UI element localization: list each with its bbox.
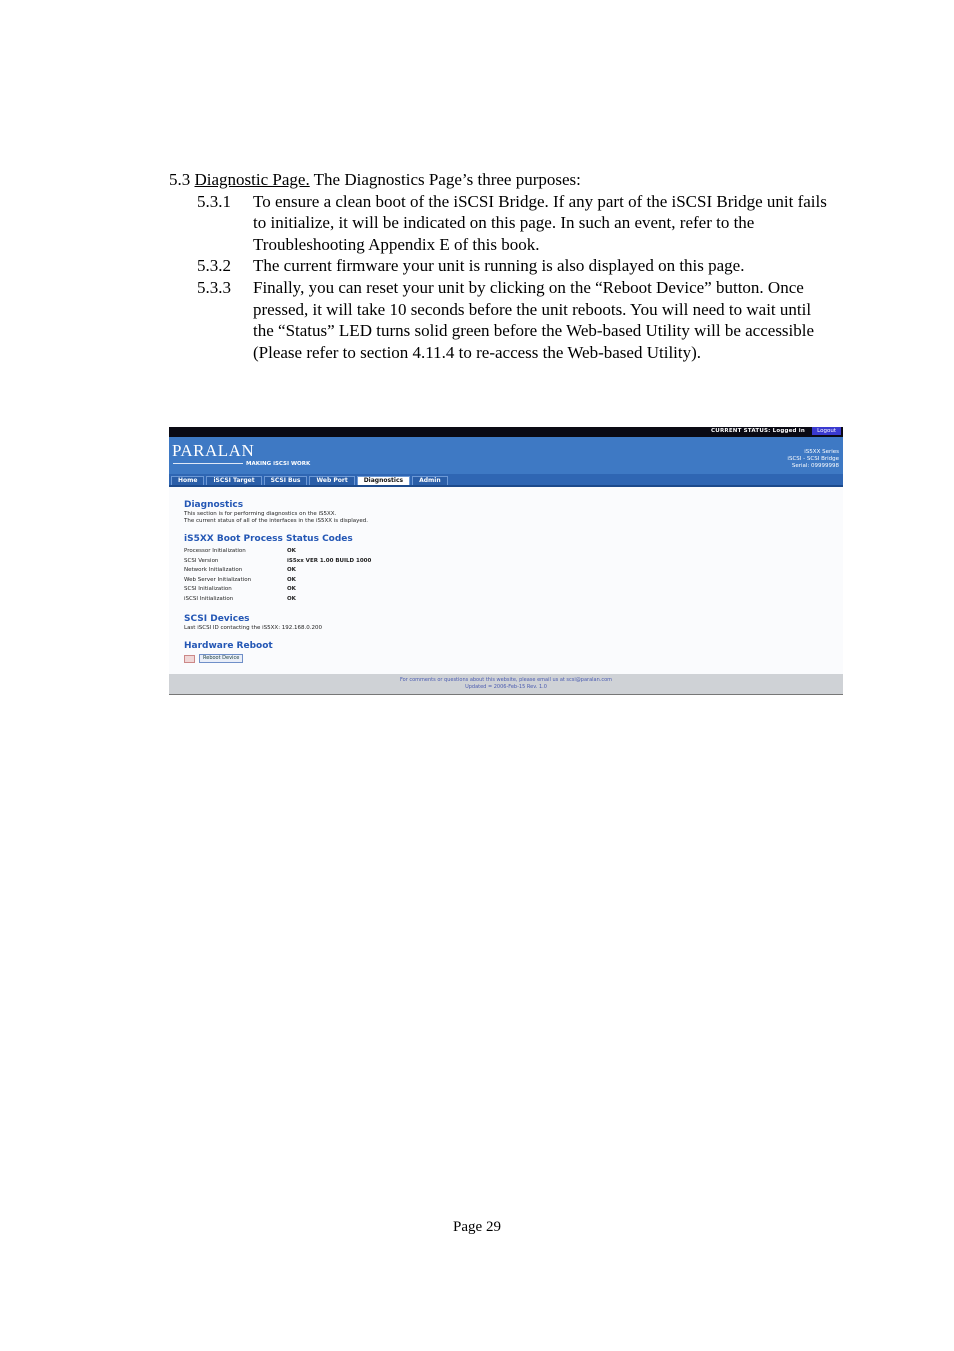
list-item — [169, 277, 829, 363]
main-content — [169, 487, 843, 674]
reboot-row — [184, 654, 843, 663]
tab-home[interactable]: Home — [171, 476, 204, 485]
tab-iscsi-target[interactable]: iSCSI Target — [206, 476, 261, 485]
status-text: CURRENT STATUS: Logged in — [711, 428, 805, 434]
document-body — [169, 169, 829, 363]
code-value: OK — [287, 548, 296, 554]
device-info — [787, 449, 839, 470]
item-number: 5.3.2 — [197, 256, 231, 276]
status-bar — [169, 427, 843, 437]
logout-button[interactable]: Logout — [812, 427, 841, 435]
device-type: iSCSI - SCSI Bridge — [787, 456, 839, 462]
page-number: Page 29 — [453, 1219, 501, 1235]
item-text: The current firmware your unit is running is also displayed on this page. — [253, 256, 745, 276]
status-led-icon — [184, 655, 195, 663]
reboot-device-button[interactable]: Reboot Device — [199, 654, 243, 663]
code-value: OK — [287, 586, 296, 592]
list-item — [169, 191, 829, 256]
code-label: iSCSI Initialization — [184, 595, 234, 602]
section-heading — [169, 169, 829, 191]
code-label: Web Server Initialization — [184, 576, 252, 583]
code-value: OK — [287, 567, 296, 573]
code-value: OK — [287, 595, 296, 602]
tab-web-port[interactable]: Web Port — [309, 476, 354, 485]
code-label: SCSI Initialization — [184, 586, 232, 592]
item-number: 5.3.1 — [197, 191, 231, 211]
footer-contact: For comments or questions about this website, please email us at scsi@paralan.com — [399, 677, 613, 683]
tagline: MAKING iSCSI WORK — [246, 461, 311, 467]
code-label: SCSI Version — [184, 557, 219, 564]
code-label: Processor Initialization — [184, 548, 246, 554]
serial-number: Serial: 09999998 — [791, 463, 839, 469]
scsi-devices-title: SCSI Devices — [184, 614, 250, 624]
diagnostics-desc-1: This section is for performing diagnostics on the iS5XX. — [184, 511, 337, 517]
item-number: 5.3.3 — [197, 277, 231, 297]
logo-underline — [173, 463, 243, 464]
list-item — [169, 255, 829, 277]
footer-updated: Updated = 2006-Feb-15 Rev. 1.0 — [465, 684, 547, 690]
brand-header — [169, 437, 843, 474]
diagnostics-desc-2: The current status of all of the interfaces in the iS5XX is displayed. — [184, 518, 369, 524]
paralan-logo: PARALAN — [172, 441, 255, 460]
item-text: To ensure a clean boot of the iSCSI Bridge. If any part of the iSCSI Bridge unit fails to initialize, it will be indicated on this page. In such an event, refer to the Troubleshooting Appendix E of this book. — [253, 191, 827, 254]
code-value: iS5xx VER 1.00 BUILD 1000 — [287, 557, 372, 564]
series-label: iS5XX Series — [804, 449, 839, 455]
tab-scsi-bus[interactable]: SCSI Bus — [264, 476, 308, 485]
boot-codes-title: iS5XX Boot Process Status Codes — [184, 534, 353, 544]
item-text: Finally, you can reset your unit by clicking on the “Reboot Device” button. Once pressed, it will take 10 seconds before the unit reboots. You will need to wait until the “Status” LED turns solid green before the Web-based Utility will be accessible (Please refer to section 4.11.4 to re-access the Web-based Utility). — [253, 277, 815, 362]
code-value: OK — [287, 576, 296, 583]
diagnostics-screenshot — [169, 427, 843, 695]
hardware-reboot-title: Hardware Reboot — [184, 641, 273, 651]
nav-tabs — [169, 474, 843, 487]
boot-codes-table — [184, 547, 843, 604]
section-intro: The Diagnostics Page’s three purposes: — [313, 170, 581, 189]
tab-diagnostics[interactable]: Diagnostics — [357, 476, 410, 485]
code-label: Network Initialization — [184, 567, 243, 573]
section-number: 5.3 — [169, 170, 191, 189]
page-footer — [169, 674, 843, 694]
diagnostics-title: Diagnostics — [184, 500, 244, 510]
section-title: Diagnostic Page. — [194, 170, 310, 189]
tab-admin[interactable]: Admin — [412, 476, 448, 485]
scsi-devices-line: Last iSCSI ID contacting the iS5XX: 192.168.0.200 — [184, 625, 323, 631]
